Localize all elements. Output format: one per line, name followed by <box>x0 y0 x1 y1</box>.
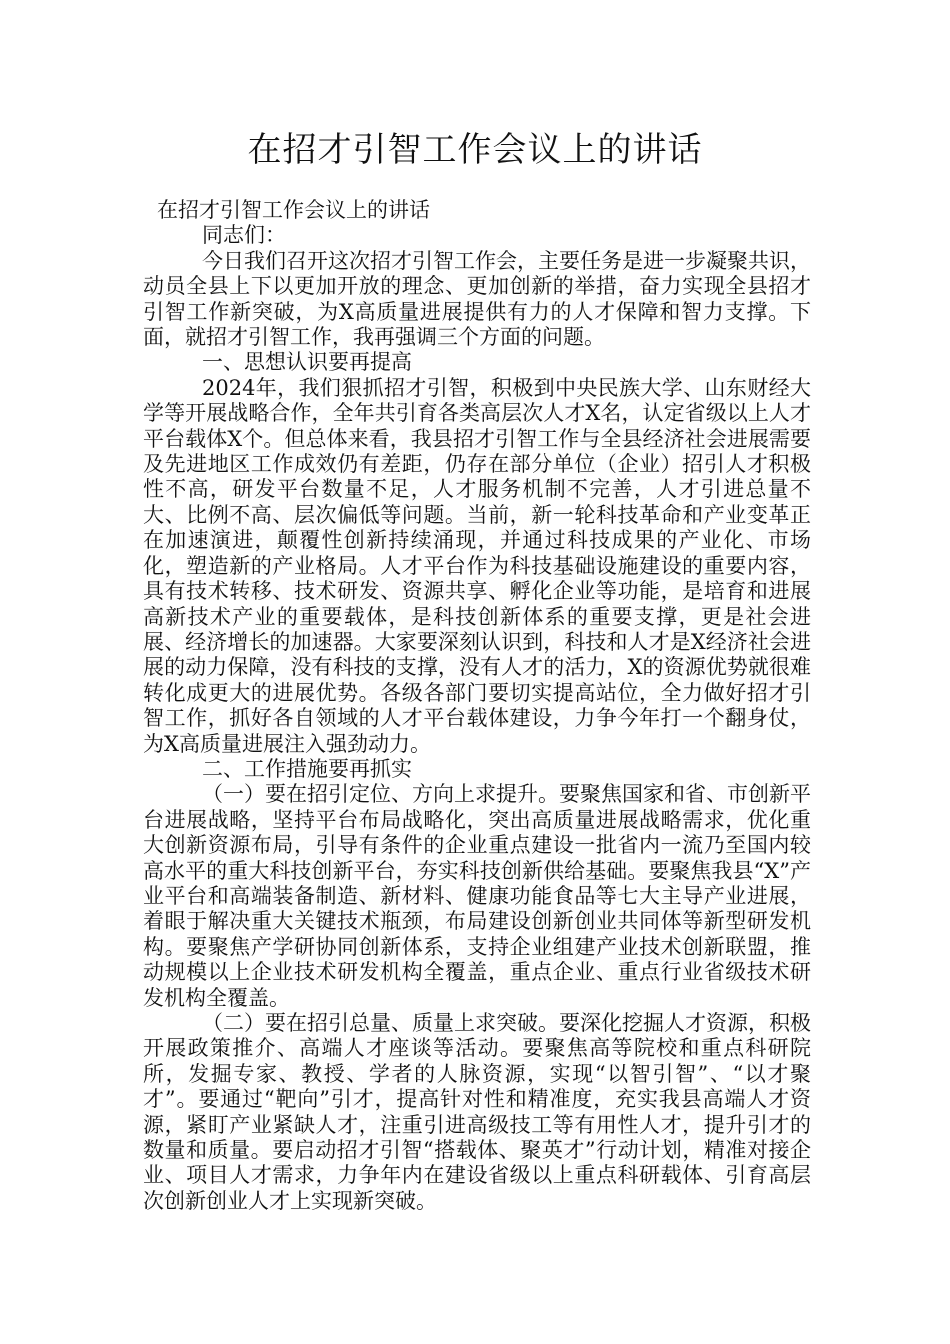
paragraph-measure-2: （二）要在招引总量、质量上求突破。要深化挖掘人才资源，积极开展政策推介、高端人才座谈等活动。要聚焦高等院校和重点科研院所，发掘专家、教授、学者的人脉资源，实现“以智引智”、“以才聚才”。要通过“靶向”引才，提高针对性和精准度，充实我县高端人才资源，紧盯产业紧缺人才，注重引进高级技工等有用性人才，提升引才的数量和质量。要启动招才引智“搭载体、聚英才”行动计划，精准对接企业、项目人才需求，力争年内在建设省级以上重点科研载体、引育高层次创新创业人才上实现新突破。 <box>143 1011 811 1213</box>
salutation: 同志们： <box>202 223 286 248</box>
paragraph-section-1: 2024年，我们狠抓招才引智，积极到中央民族大学、山东财经大学等开展战略合作，全年共引育各类高层次人才X名，认定省级以上人才平台载体X个。但总体来看，我县招才引智工作与全县经济社会进展需要及先进地区工作成效仍有差距，仍存在部分单位（企业）招引人才积极性不高，研发平台数量不足，人才服务机制不完善，人才引进总量不大、比例不高、层次偏低等问题。当前，新一轮科技革命和产业变革正在加速演进，颠覆性创新持续涌现，并通过科技成果的产业化、市场化，塑造新的产业格局。人才平台作为科技基础设施建设的重要内容，具有技术转移、技术研发、资源共享、孵化企业等功能，是培育和进展高新技术产业的重要载体，是科技创新体系的重要支撑，更是社会进展、经济增长的加速器。大家要深刻认识到，科技和人才是X经济社会进展的动力保障，没有科技的支撑，没有人才的活力，X的资源优势就很难转化成更大的进展优势。各级各部门要切实提高站位，全力做好招才引智工作，抓好各自领域的人才平台载体建设，力争今年打一个翻身仗，为X高质量进展注入强劲动力。 <box>143 375 811 756</box>
paragraph-measure-1: （一）要在招引定位、方向上求提升。要聚焦国家和省、市创新平台进展战略，坚持平台布局战略化，突出高质量进展战略需求，优化重大创新资源布局，引导有条件的企业重点建设一批省内一流乃至国内较高水平的重大科技创新平台，夯实科技创新供给基础。要聚焦我县“X”产业平台和高端装备制造、新材料、健康功能食品等七大主导产业进展，着眼于解决重大关键技术瓶颈，布局建设创新创业共同体等新型研发机构。要聚焦产学研协同创新体系，支持企业组建产业技术创新联盟，推动规模以上企业技术研发机构全覆盖，重点企业、重点行业省级技术研发机构全覆盖。 <box>143 782 811 1010</box>
document-body <box>143 198 811 1214</box>
section-heading-2: 二、工作措施要再抓实 <box>202 756 412 781</box>
document-subtitle: 在招才引智工作会议上的讲话 <box>157 198 430 222</box>
paragraph-intro: 今日我们召开这次招才引智工作会，主要任务是进一步凝聚共识，动员全县上下以更加开放的理念、更加创新的举措，奋力实现全县招才引智工作新突破，为X高质量进展提供有力的人才保障和智力支撑。下面，就招才引智工作，我再强调三个方面的问题。 <box>143 248 811 350</box>
document-title: 在招才引智工作会议上的讲话 <box>247 130 703 170</box>
section-heading-1: 一、思想认识要再提高 <box>202 350 412 375</box>
